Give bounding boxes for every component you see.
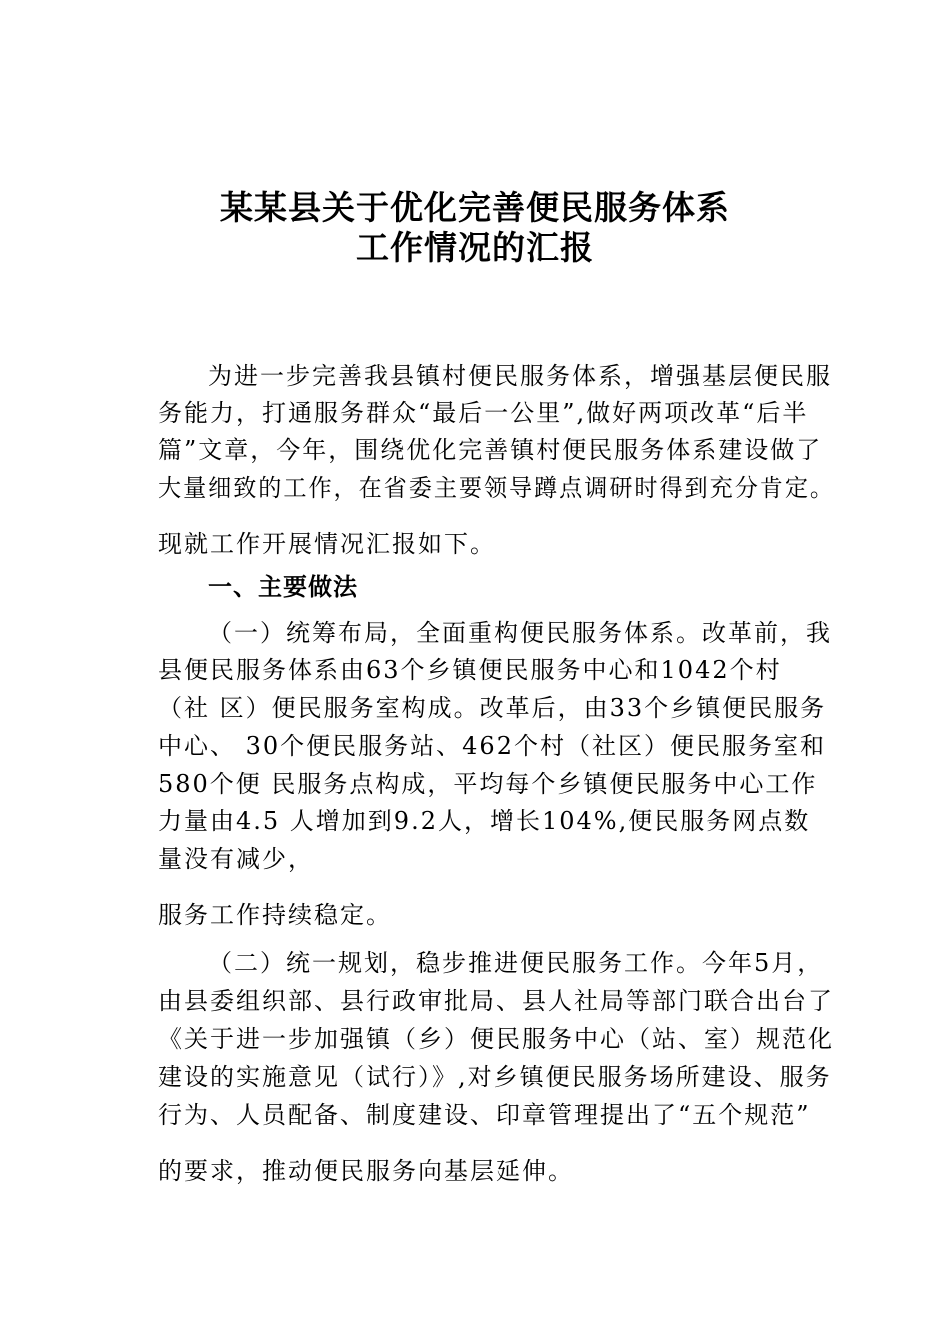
item2-line-4: 建设的实施意见（试行）》,对乡镇便民服务场所建设、服务	[158, 1063, 832, 1091]
document-title-line-1: 某某县关于优化完善便民服务体系	[220, 188, 730, 227]
intro-line-5: 现就工作开展情况汇报如下。	[158, 530, 496, 558]
intro-line-3: 篇”文章，今年，围绕优化完善镇村便民服务体系建设做了	[158, 436, 823, 464]
item1-line-2: 县便民服务体系由63个乡镇便民服务中心和1042个村	[158, 656, 782, 684]
section-heading: 一、主要做法	[208, 573, 358, 601]
item1-line-7: 量没有减少，	[158, 845, 314, 873]
intro-line-1: 为进一步完善我县镇村便民服务体系，增强基层便民服	[208, 362, 832, 390]
item1-line-8: 服务工作持续稳定。	[158, 901, 392, 929]
document-title-line-2: 工作情况的汇报	[356, 228, 594, 267]
item2-line-2: 由县委组织部、县行政审批局、县人社局等部门联合出台了	[158, 987, 834, 1015]
item1-line-4: 中心、 30个便民服务站、462个村（社区）便民服务室和	[158, 732, 826, 760]
item1-line-3: （社 区）便民服务室构成。改革后，由33个乡镇便民服务	[158, 694, 827, 722]
item1-line-1: （一）统筹布局，全面重构便民服务体系。改革前，我	[208, 619, 832, 647]
item2-line-1: （二）统一规划，稳步推进便民服务工作。今年5月，	[208, 949, 824, 977]
item1-line-5: 580个便 民服务点构成，平均每个乡镇便民服务中心工作	[158, 770, 818, 798]
intro-line-2: 务能力，打通服务群众“最后一公里”,做好两项改革“后半	[158, 399, 809, 427]
item1-line-6: 力量由4.5 人增加到9.2人，增长104%,便民服务网点数	[158, 807, 811, 835]
item2-line-6: 的要求，推动便民服务向基层延伸。	[158, 1157, 574, 1185]
intro-line-4: 大量细致的工作，在省委主要领导蹲点调研时得到充分肯定。	[158, 474, 835, 502]
item2-line-3: 《关于进一步加强镇（乡）便民服务中心（站、室）规范化	[158, 1025, 834, 1053]
item2-line-5: 行为、人员配备、制度建设、印章管理提出了“五个规范”	[158, 1101, 811, 1129]
